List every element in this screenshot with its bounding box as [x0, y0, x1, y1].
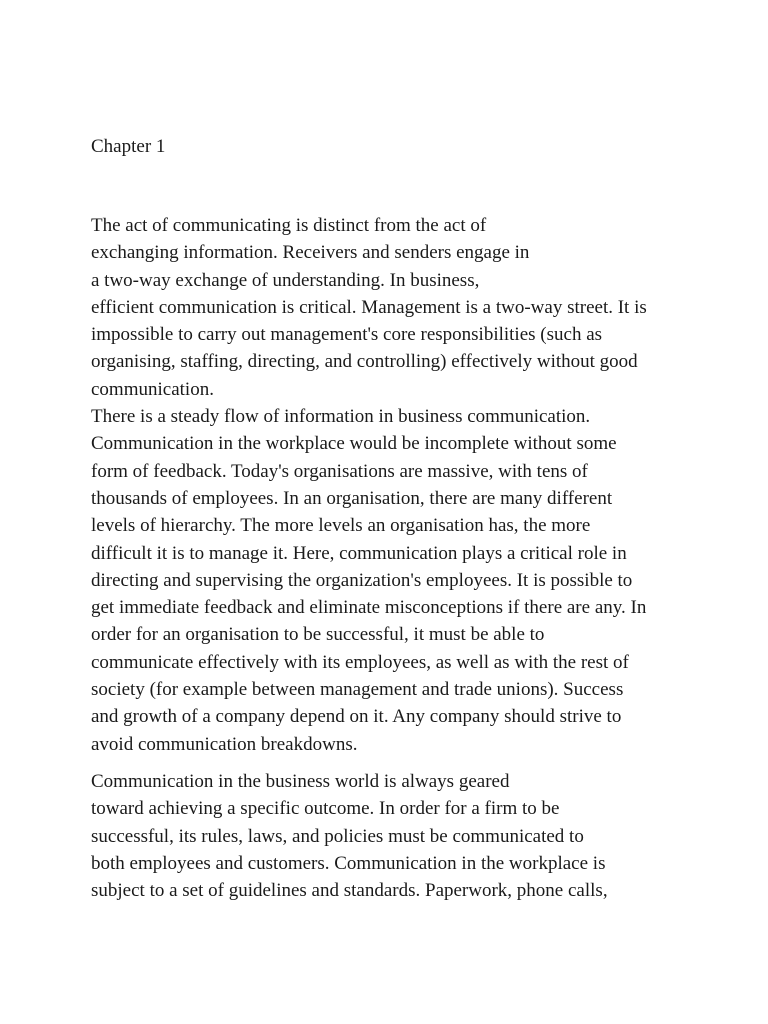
- text-line: communicate effectively with its employees, as well as with the rest of: [91, 651, 629, 673]
- paragraph-2: [91, 403, 711, 758]
- text-line: thousands of employees. In an organisation, there are many different: [91, 487, 613, 509]
- text-line: organising, staffing, directing, and controlling) effectively without good: [91, 351, 638, 373]
- text-line: communication.: [91, 378, 214, 400]
- text-line: a two-way exchange of understanding. In business,: [91, 269, 480, 291]
- body-text: [91, 212, 711, 904]
- text-line: Communication in the business world is always geared: [91, 770, 510, 792]
- text-line: directing and supervising the organization's employees. It is possible to: [91, 569, 633, 591]
- text-line: avoid communication breakdowns.: [91, 733, 358, 755]
- text-line: successful, its rules, laws, and policies must be communicated to: [91, 825, 584, 847]
- text-line: There is a steady flow of information in business communication.: [91, 406, 591, 428]
- text-line: and growth of a company depend on it. Any company should strive to: [91, 706, 622, 728]
- text-line: toward achieving a specific outcome. In order for a firm to be: [91, 798, 560, 820]
- text-line: society (for example between management and trade unions). Success: [91, 679, 624, 701]
- text-line: exchanging information. Receivers and senders engage in: [91, 242, 530, 264]
- text-line: form of feedback. Today's organisations are massive, with tens of: [91, 460, 588, 482]
- text-line: get immediate feedback and eliminate misconceptions if there are any. In: [91, 597, 647, 619]
- text-line: levels of hierarchy. The more levels an organisation has, the more: [91, 515, 591, 537]
- text-line: Communication in the workplace would be incomplete without some: [91, 433, 617, 455]
- text-line: order for an organisation to be successful, it must be able to: [91, 624, 545, 646]
- text-line: subject to a set of guidelines and standards. Paperwork, phone calls,: [91, 880, 608, 902]
- paragraph-3: [91, 768, 711, 904]
- text-line: impossible to carry out management's core responsibilities (such as: [91, 324, 603, 346]
- chapter-title: Chapter 1: [91, 136, 166, 157]
- text-line: The act of communicating is distinct from the act of: [91, 215, 487, 236]
- text-line: both employees and customers. Communication in the workplace is: [91, 852, 606, 874]
- paragraph-1: [91, 212, 711, 403]
- text-line: efficient communication is critical. Management is a two-way street. It is: [91, 296, 647, 318]
- text-line: difficult it is to manage it. Here, communication plays a critical role in: [91, 542, 627, 564]
